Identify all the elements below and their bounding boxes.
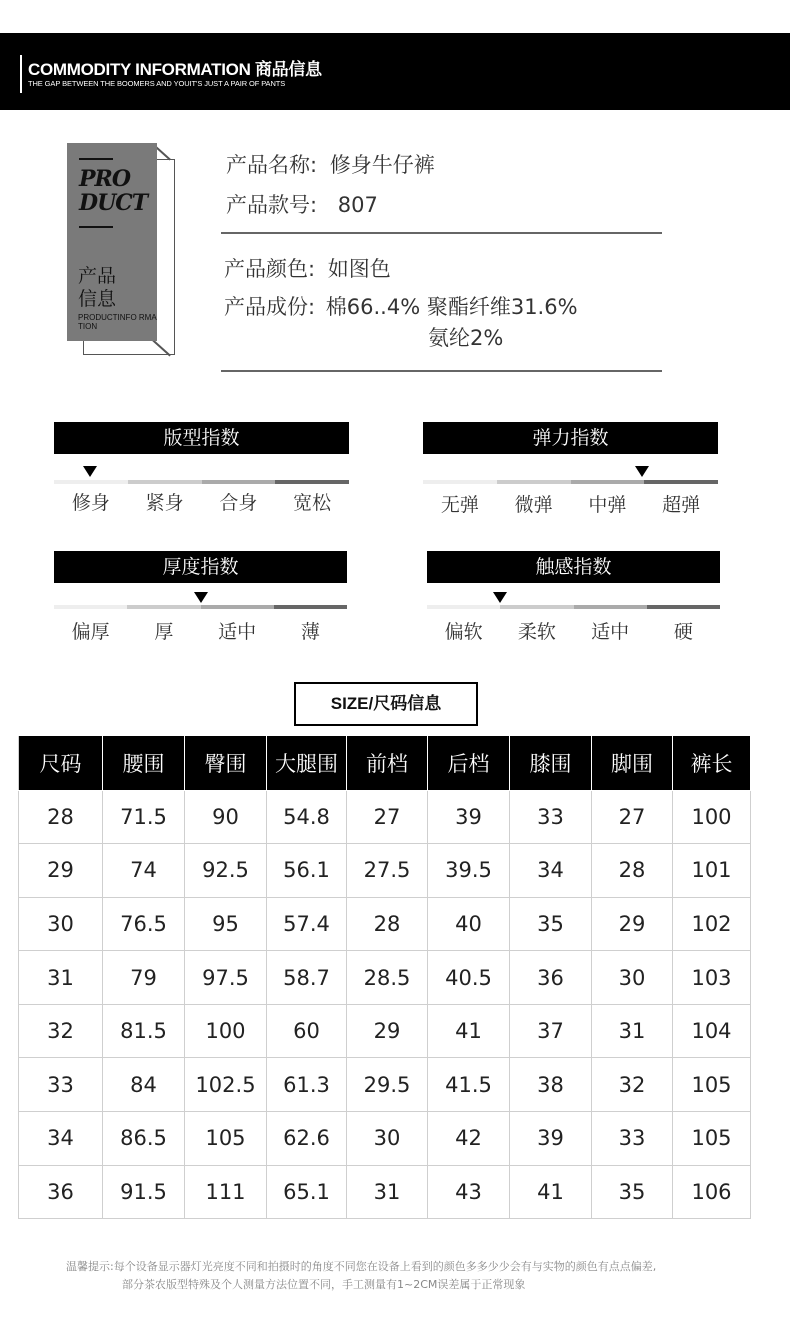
table-cell: 101 [673,844,751,898]
badge-logo [79,167,147,215]
table-cell: 41 [510,1165,592,1219]
table-row [19,951,751,1005]
table-cell: 58.7 [267,951,347,1005]
touch-option: 硬 [673,621,693,643]
table-cell: 30 [19,897,103,951]
product-badge [67,143,177,358]
badge-logo-line2: DUCT [79,190,148,216]
table-cell: 105 [673,1112,751,1166]
column-header: 大腿围 [267,736,347,790]
table-cell: 30 [592,951,673,1005]
table-cell: 28 [592,844,673,898]
header-divider [20,55,22,93]
table-cell: 33 [510,790,592,844]
thickness-option: 厚 [154,621,174,643]
table-cell: 28 [19,790,103,844]
table-cell: 111 [185,1165,267,1219]
table-cell: 27.5 [347,844,428,898]
table-cell: 76.5 [103,897,185,951]
fit-option: 紧身 [145,492,184,514]
table-cell: 39 [510,1112,592,1166]
table-cell: 79 [103,951,185,1005]
scale-segment [427,605,500,609]
table-cell: 33 [592,1112,673,1166]
badge-dash-top [79,158,113,160]
table-cell: 28.5 [347,951,428,1005]
table-row [19,1004,751,1058]
header-subtitle: THE GAP BETWEEN THE BOOMERS AND YOUIT'S JUST A PAIR OF PANTS [28,79,286,88]
product-composition-row [224,291,578,321]
stretch-index-scale [423,480,718,484]
product-name-row [226,149,435,179]
product-color-row [224,253,391,283]
table-cell: 27 [592,790,673,844]
scale-segment [54,480,128,484]
note-line1: 温馨提示:每个设备显示器灯光亮度不同和拍摄时的角度不同您在设备上看到的颜色多多少少会有与实物的颜色有点点偏差, [66,1260,657,1273]
table-cell: 39 [428,790,510,844]
table-cell: 61.3 [267,1058,347,1112]
thickness-index-marker [194,592,208,603]
table-cell: 65.1 [267,1165,347,1219]
product-color-label: 产品颜色: [224,257,316,281]
thickness-option: 适中 [218,621,257,643]
fit-option: 合身 [219,492,258,514]
column-header: 前档 [347,736,428,790]
table-cell: 106 [673,1165,751,1219]
table-cell: 36 [510,951,592,1005]
table-cell: 71.5 [103,790,185,844]
touch-option: 柔软 [517,621,556,643]
table-row [19,1165,751,1219]
table-cell: 81.5 [103,1004,185,1058]
thickness-option: 偏厚 [71,621,110,643]
product-composition-label: 产品成份: [224,295,316,319]
fit-index-labels [54,488,349,515]
fit-index-scale [54,480,349,484]
table-cell: 41 [428,1004,510,1058]
table-cell: 62.6 [267,1112,347,1166]
scale-segment [201,605,274,609]
touch-index-title: 触感指数 [427,551,720,583]
size-table [18,736,751,1219]
stretch-option: 超弹 [662,494,701,516]
scale-segment [54,605,127,609]
thickness-option: 薄 [300,621,320,643]
scale-segment [274,605,347,609]
table-cell: 91.5 [103,1165,185,1219]
table-cell: 43 [428,1165,510,1219]
table-cell: 38 [510,1058,592,1112]
table-cell: 39.5 [428,844,510,898]
stretch-index-marker [635,466,649,477]
table-cell: 31 [347,1165,428,1219]
table-row [19,1058,751,1112]
table-cell: 105 [185,1112,267,1166]
table-cell: 30 [347,1112,428,1166]
table-row [19,790,751,844]
scale-segment [127,605,200,609]
table-cell: 36 [19,1165,103,1219]
badge-cn-line1: 产品 [78,265,117,287]
product-composition-value2: 氨纶2% [428,326,504,350]
table-cell: 100 [185,1004,267,1058]
table-cell: 41.5 [428,1058,510,1112]
table-cell: 29.5 [347,1058,428,1112]
scale-segment [202,480,276,484]
column-header: 裤长 [673,736,751,790]
note-line2: 部分茶农版型特殊及个人测量方法位置不同，手工测量有1~2CM误差属于正常现象 [122,1278,526,1291]
touch-index-scale [427,605,720,609]
stretch-option: 无弹 [440,494,479,516]
touch-option: 偏软 [444,621,483,643]
fit-index-marker [83,466,97,477]
table-cell: 28 [347,897,428,951]
column-header: 后档 [428,736,510,790]
info-divider-bottom [221,370,662,372]
thickness-index-title: 厚度指数 [54,551,347,583]
table-cell: 97.5 [185,951,267,1005]
table-cell: 32 [592,1058,673,1112]
thickness-index-scale [54,605,347,609]
table-row [19,1112,751,1166]
table-cell: 104 [673,1004,751,1058]
badge-cn-text [78,265,116,311]
badge-cn-line2: 信息 [78,288,117,310]
fit-option: 宽松 [293,492,332,514]
table-cell: 90 [185,790,267,844]
table-cell: 40 [428,897,510,951]
column-header: 膝围 [510,736,592,790]
product-color-value: 如图色 [327,257,391,281]
info-divider-top [221,232,662,234]
stretch-index-title: 弹力指数 [423,422,718,454]
table-cell: 32 [19,1004,103,1058]
table-cell: 29 [592,897,673,951]
table-cell: 29 [19,844,103,898]
scale-segment [500,605,573,609]
scale-segment [275,480,349,484]
scale-segment [497,480,571,484]
thickness-index-labels [54,617,347,644]
size-table-header-row [19,736,751,790]
table-row [19,844,751,898]
table-cell: 33 [19,1058,103,1112]
column-header: 尺码 [19,736,103,790]
product-model-value: 807 [337,193,378,217]
table-cell: 103 [673,951,751,1005]
fit-index-title: 版型指数 [54,422,349,454]
fit-option: 修身 [71,492,110,514]
stretch-index-labels [423,490,718,517]
scale-segment [644,480,718,484]
table-cell: 92.5 [185,844,267,898]
table-cell: 84 [103,1058,185,1112]
touch-index-labels [427,617,720,644]
table-cell: 31 [19,951,103,1005]
table-cell: 56.1 [267,844,347,898]
scale-segment [423,480,497,484]
product-name-value: 修身牛仔裤 [329,153,435,177]
table-cell: 27 [347,790,428,844]
product-composition-value: 棉66..4% 聚酯纤维31.6% [325,295,578,319]
table-row [19,897,751,951]
badge-logo-line1: PRO [79,166,130,192]
table-cell: 100 [673,790,751,844]
scale-segment [128,480,202,484]
scale-segment [647,605,720,609]
product-name-label: 产品名称: [226,153,318,177]
table-cell: 31 [592,1004,673,1058]
badge-dash-bottom [79,226,113,228]
header-banner [0,33,790,110]
column-header: 脚围 [592,736,673,790]
table-cell: 34 [510,844,592,898]
table-cell: 74 [103,844,185,898]
stretch-option: 中弹 [588,494,627,516]
table-cell: 40.5 [428,951,510,1005]
table-cell: 29 [347,1004,428,1058]
table-cell: 60 [267,1004,347,1058]
stretch-option: 微弹 [514,494,553,516]
badge-en-text: PRODUCTINFO RMATION [78,313,157,331]
product-model-row [226,189,378,219]
table-cell: 102 [673,897,751,951]
scale-segment [571,480,645,484]
table-cell: 95 [185,897,267,951]
table-cell: 35 [592,1165,673,1219]
table-cell: 35 [510,897,592,951]
product-model-label: 产品款号: [226,193,318,217]
scale-segment [574,605,647,609]
table-cell: 37 [510,1004,592,1058]
table-cell: 102.5 [185,1058,267,1112]
size-section-title: SIZE/尺码信息 [294,682,478,726]
table-cell: 54.8 [267,790,347,844]
header-title: COMMODITY INFORMATION 商品信息 [28,60,322,79]
table-cell: 105 [673,1058,751,1112]
column-header: 臀围 [185,736,267,790]
column-header: 腰围 [103,736,185,790]
table-cell: 42 [428,1112,510,1166]
table-cell: 86.5 [103,1112,185,1166]
touch-option: 适中 [591,621,630,643]
table-cell: 57.4 [267,897,347,951]
touch-index-marker [493,592,507,603]
table-cell: 34 [19,1112,103,1166]
